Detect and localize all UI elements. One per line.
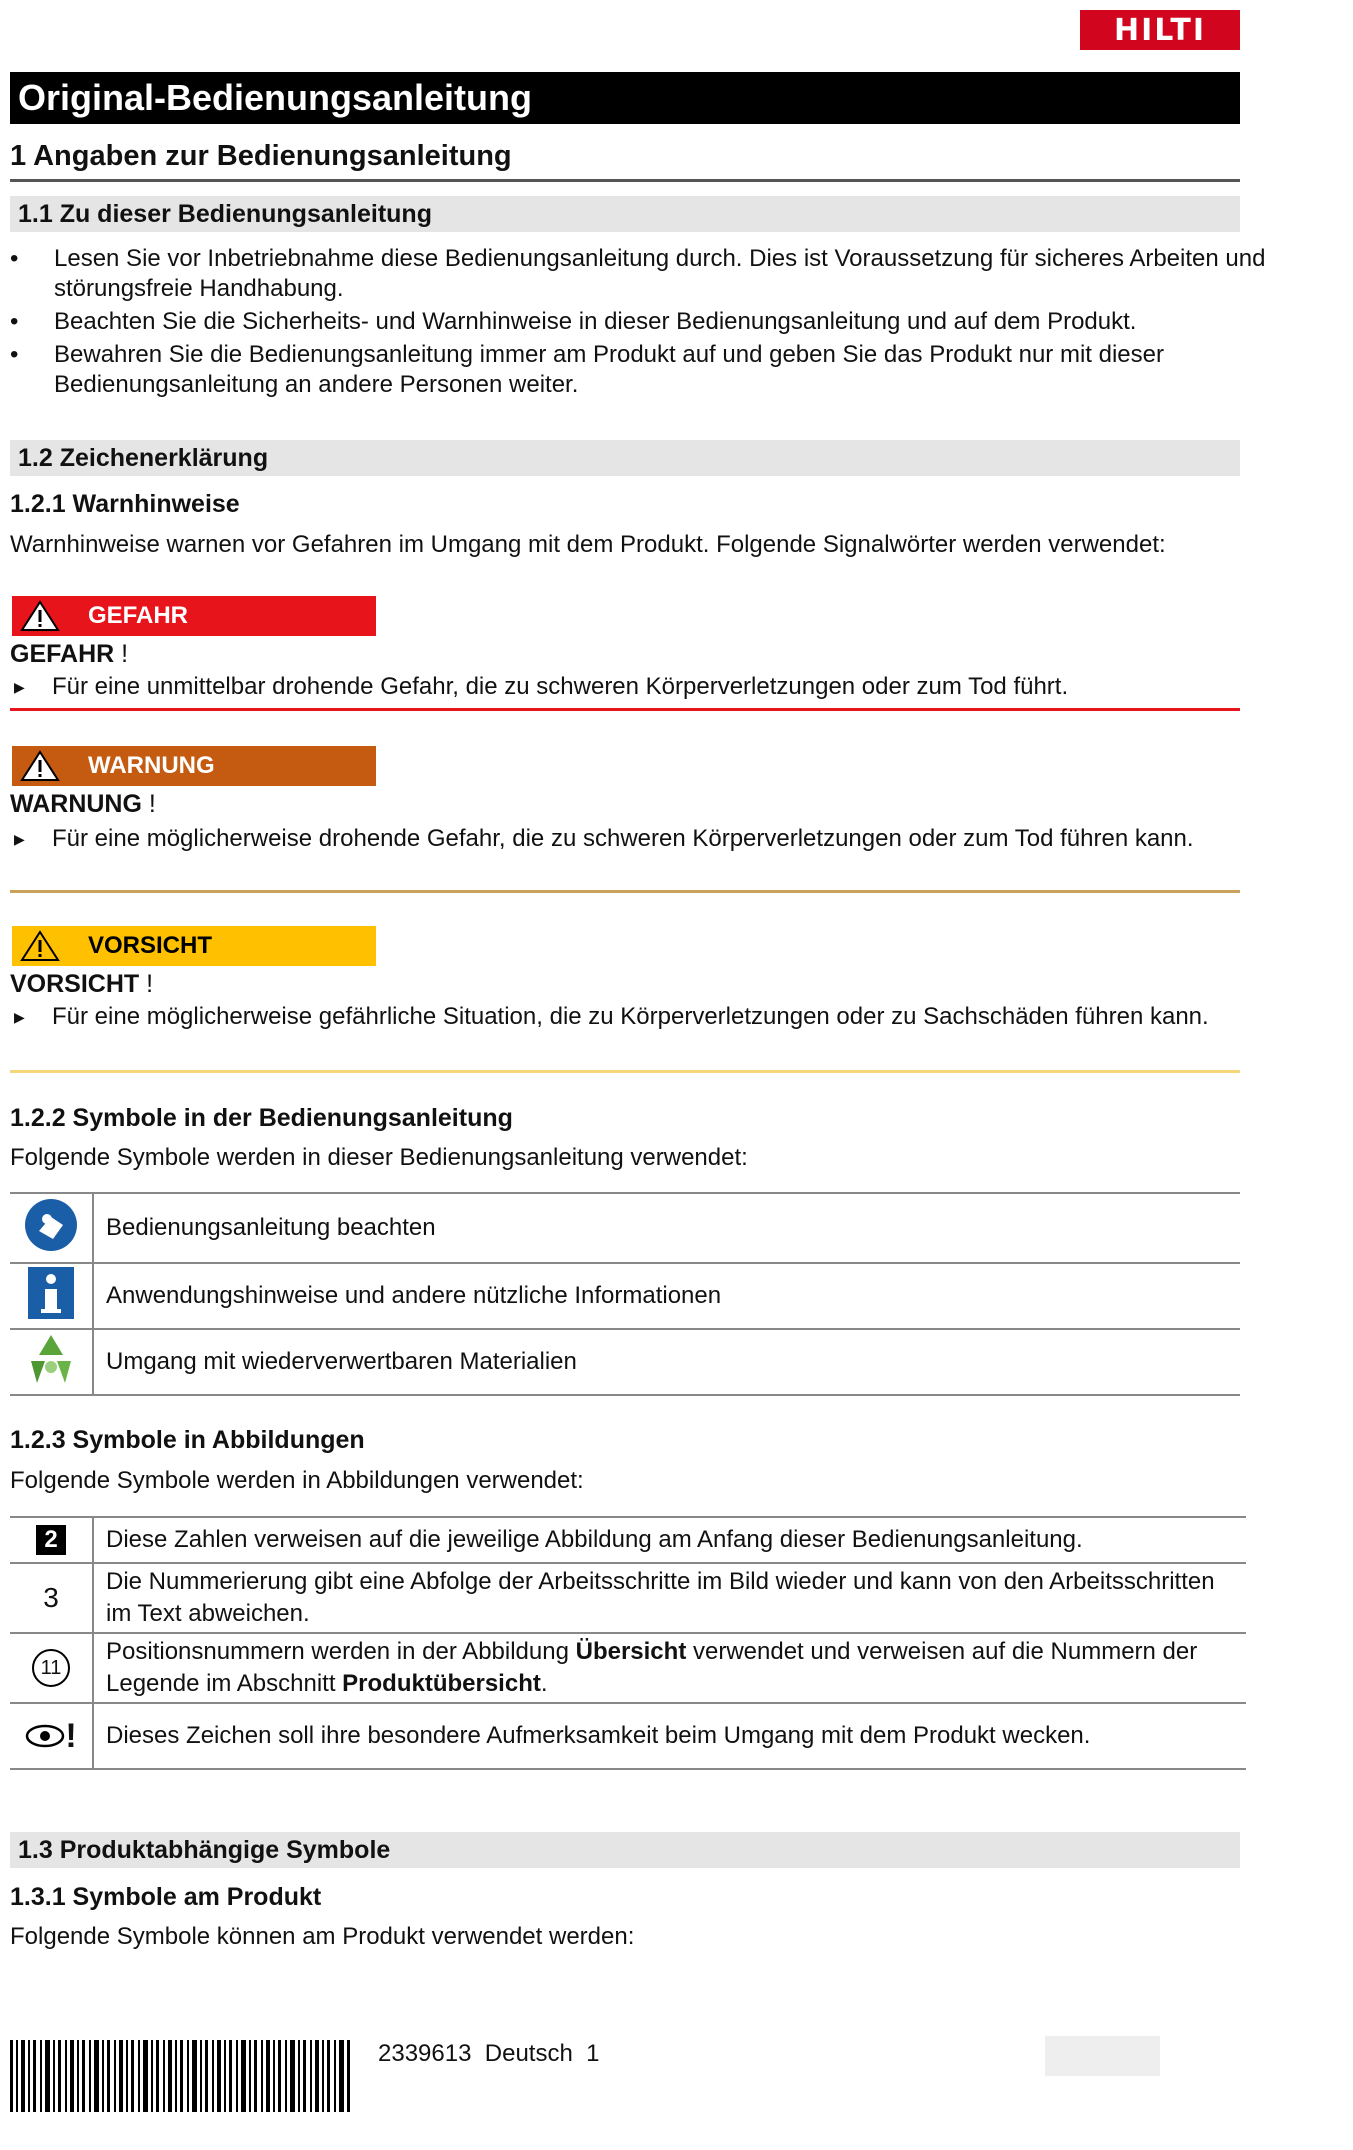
text-bold: Übersicht bbox=[575, 1638, 687, 1665]
language: Deutsch bbox=[484, 2040, 573, 2067]
section-1-3-1-heading: 1.3.1 Symbole am Produkt bbox=[10, 1883, 322, 1911]
table-row bbox=[10, 1263, 1240, 1329]
arrow-icon: ▶ bbox=[14, 1009, 25, 1025]
symbol-description: Dieses Zeichen soll ihre besondere Aufmerksamkeit beim Umgang mit dem Produkt wecken. bbox=[93, 1703, 1246, 1769]
hilti-logo: HILTI bbox=[1080, 10, 1240, 50]
arrow-icon: ▶ bbox=[14, 679, 25, 695]
warning-triangle-icon bbox=[20, 600, 60, 632]
text-bold: Produktübersicht bbox=[342, 1670, 541, 1697]
section-1-1-bullets bbox=[10, 244, 1340, 403]
symbols-figures-intro: Folgende Symbole werden in Abbildungen verwendet: bbox=[10, 1467, 584, 1494]
recycle-icon bbox=[10, 1329, 93, 1395]
figure-number-badge: 2 bbox=[36, 1525, 66, 1555]
section-1-heading: 1 Angaben zur Bedienungsanleitung bbox=[10, 140, 1240, 182]
signal-word: GEFAHR bbox=[10, 640, 115, 668]
position-number-icon bbox=[10, 1633, 93, 1703]
signal-exclamation: ! bbox=[121, 640, 129, 668]
symbol-description: Anwendungshinweise und andere nützliche Informationen bbox=[93, 1263, 1240, 1329]
signal-description: Für eine möglicherweise drohende Gefahr, die zu schweren Körperverletzungen oder zum Tod führen kann. bbox=[52, 825, 1194, 852]
signal-word-gefahr bbox=[10, 640, 128, 669]
document-title: Original-Bedienungsanleitung bbox=[10, 72, 1240, 124]
signal-gefahr-text bbox=[10, 672, 1240, 702]
signal-exclamation: ! bbox=[148, 790, 156, 818]
signal-word: VORSICHT bbox=[10, 970, 140, 998]
signal-exclamation: ! bbox=[146, 970, 154, 998]
divider-red bbox=[10, 708, 1240, 711]
text-segment: . bbox=[540, 1670, 548, 1697]
signal-gefahr-bar bbox=[12, 596, 376, 636]
warning-triangle-icon bbox=[20, 750, 60, 782]
footer-placeholder-box bbox=[1045, 2036, 1160, 2076]
symbol-description: Bedienungsanleitung beachten bbox=[93, 1193, 1240, 1263]
figure-number-icon bbox=[10, 1517, 93, 1563]
signal-word-vorsicht bbox=[10, 970, 153, 999]
step-number-icon bbox=[10, 1563, 93, 1633]
read-manual-icon bbox=[10, 1193, 93, 1263]
bullet-item: • Bewahren Sie die Bedienungsanleitung immer am Produkt auf und geben Sie das Produkt nur mit dieser Bedienungsanleitung an andere Personen weiter. bbox=[10, 340, 1340, 400]
table-row bbox=[10, 1633, 1246, 1703]
bullet-item: • Beachten Sie die Sicherheits- und Warnhinweise in dieser Bedienungsanleitung und auf dem Produkt. bbox=[10, 307, 1340, 337]
divider-yellow bbox=[10, 1070, 1240, 1073]
symbols-manual-intro: Folgende Symbole werden in dieser Bedienungsanleitung verwendet: bbox=[10, 1144, 748, 1171]
table-row bbox=[10, 1703, 1246, 1769]
table-row bbox=[10, 1517, 1246, 1563]
signal-warnung-text bbox=[10, 824, 1240, 854]
symbol-description bbox=[93, 1633, 1246, 1703]
signal-label: VORSICHT bbox=[88, 932, 213, 959]
attention-mark: ! bbox=[65, 1716, 77, 1755]
info-icon bbox=[10, 1263, 93, 1329]
arrow-icon: ▶ bbox=[14, 831, 25, 847]
signal-warnung-bar bbox=[12, 746, 376, 786]
signal-description: Für eine möglicherweise gefährliche Situation, die zu Körperverletzungen oder zu Sachschäden führen kann. bbox=[52, 1003, 1209, 1030]
symbol-description: Die Nummerierung gibt eine Abfolge der Arbeitsschritte im Bild wieder und kann von den Arbeitsschritten im Text abweichen. bbox=[93, 1563, 1246, 1633]
section-1-2-1-heading: 1.2.1 Warnhinweise bbox=[10, 490, 240, 518]
symbols-figures-table bbox=[10, 1516, 1246, 1770]
section-1-1-heading: 1.1 Zu dieser Bedienungsanleitung bbox=[10, 196, 1240, 232]
table-row bbox=[10, 1563, 1246, 1633]
warnings-intro: Warnhinweise warnen vor Gefahren im Umgang mit dem Produkt. Folgende Signalwörter werden verwendet: bbox=[10, 531, 1166, 558]
step-number: 3 bbox=[43, 1582, 59, 1613]
signal-description: Für eine unmittelbar drohende Gefahr, die zu schweren Körperverletzungen oder zum Tod führt. bbox=[52, 673, 1069, 700]
section-1-2-heading: 1.2 Zeichenerklärung bbox=[10, 440, 1240, 476]
signal-word: WARNUNG bbox=[10, 790, 142, 818]
section-1-2-3-heading: 1.2.3 Symbole in Abbildungen bbox=[10, 1426, 365, 1454]
symbol-description: Diese Zahlen verweisen auf die jeweilige Abbildung am Anfang dieser Bedienungsanleitung. bbox=[93, 1517, 1246, 1563]
page-number: 1 bbox=[586, 2040, 600, 2067]
divider-orange bbox=[10, 890, 1240, 893]
section-1-3-heading: 1.3 Produktabhängige Symbole bbox=[10, 1832, 1240, 1868]
eye-attention-icon bbox=[10, 1703, 93, 1769]
table-row bbox=[10, 1193, 1240, 1263]
signal-label: WARNUNG bbox=[88, 752, 215, 779]
doc-number: 2339613 bbox=[378, 2040, 472, 2067]
signal-vorsicht-bar bbox=[12, 926, 376, 966]
footer-info bbox=[378, 2040, 600, 2068]
signal-word-warnung bbox=[10, 790, 156, 819]
bullet-item: • Lesen Sie vor Inbetriebnahme diese Bedienungsanleitung durch. Dies ist Voraussetzung für sicheres Arbeiten und störungsfreie Handhabung. bbox=[10, 244, 1340, 304]
barcode bbox=[10, 2040, 350, 2112]
table-row bbox=[10, 1329, 1240, 1395]
text-segment: Positionsnummern werden in der Abbildung bbox=[106, 1638, 576, 1665]
position-number-circle: 11 bbox=[32, 1649, 70, 1687]
warning-triangle-icon bbox=[20, 930, 60, 962]
signal-vorsicht-text bbox=[10, 1002, 1240, 1032]
section-1-2-2-heading: 1.2.2 Symbole in der Bedienungsanleitung bbox=[10, 1104, 513, 1132]
product-symbols-intro: Folgende Symbole können am Produkt verwendet werden: bbox=[10, 1923, 635, 1950]
symbols-manual-table bbox=[10, 1192, 1240, 1396]
signal-label: GEFAHR bbox=[88, 602, 189, 629]
symbol-description: Umgang mit wiederverwertbaren Materialien bbox=[93, 1329, 1240, 1395]
text-segment: verwendet und verweisen auf die Nummern der Legende im Abschnitt bbox=[106, 1638, 1198, 1697]
